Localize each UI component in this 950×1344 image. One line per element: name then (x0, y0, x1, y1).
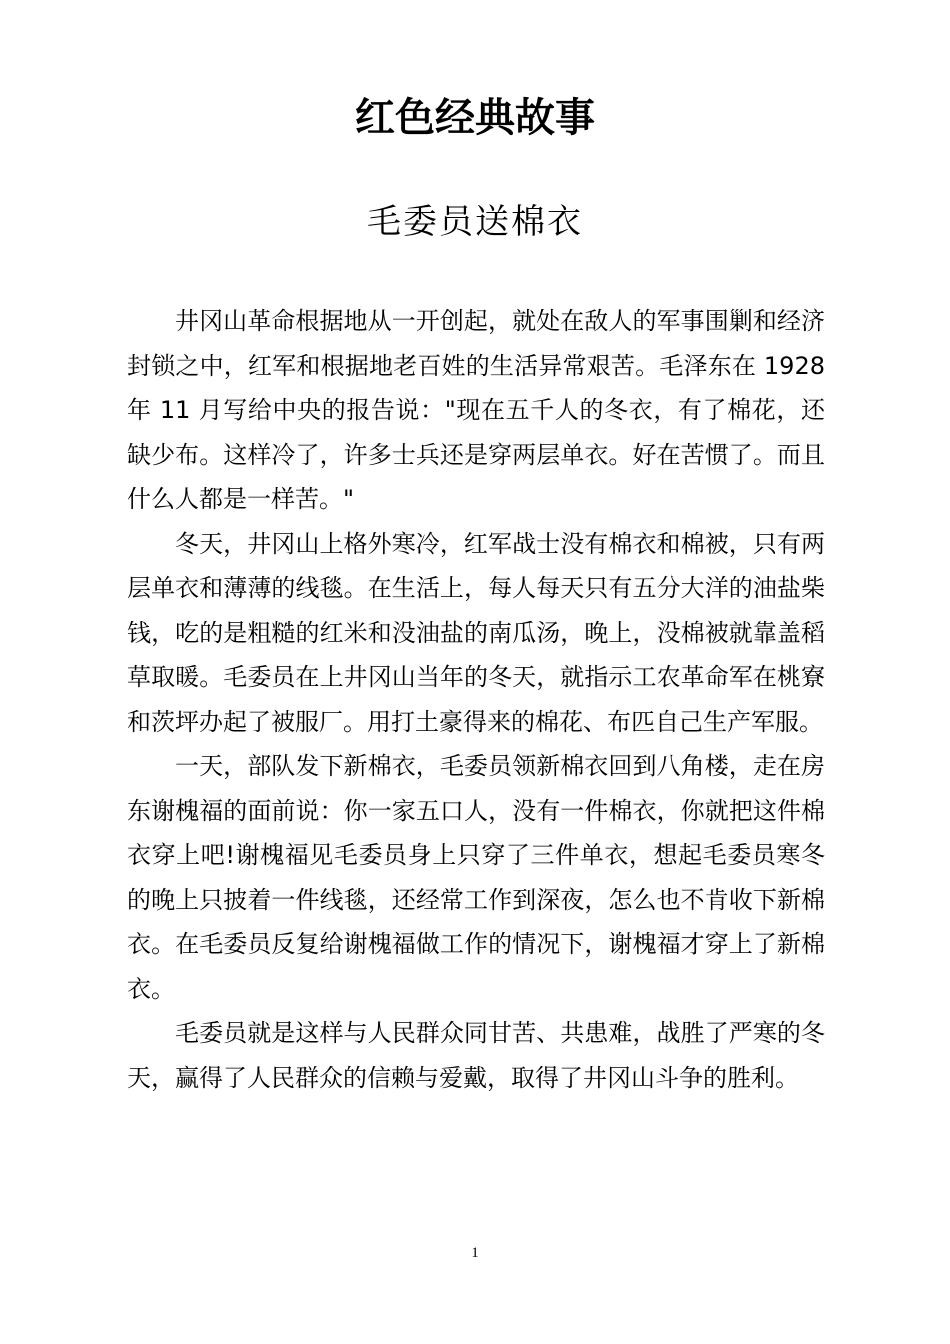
paragraph-2: 冬天，井冈山上格外寒冷，红军战士没有棉衣和棉被，只有两层单衣和薄薄的线毯。在生活上，每人每天只有五分大洋的油盐柴钱，吃的是粗糙的红米和没油盐的南瓜汤，晚上，没棉被就靠盖稻草取暖。毛委员在上井冈山当年的冬天，就指示工农革命军在桃寮和茨坪办起了被服厂。用打土豪得来的棉花、布匹自己生产军服。 (127, 529, 825, 736)
paragraph-1: 井冈山革命根据地从一开创起，就处在敌人的军事围剿和经济封锁之中，红军和根据地老百姓的生活异常艰苦。毛泽东在 1928 年 11 月写给中央的报告说："现在五千人的冬衣，有了棉花，还缺少布。这样冷了，许多士兵还是穿两层单衣。好在苦惯了。而且什么人都是一样苦。" (127, 307, 825, 513)
story-title: 毛委员送棉衣 (367, 202, 583, 242)
story-body (127, 299, 825, 1100)
document-title: 红色经典故事 (355, 95, 595, 141)
page-number: 1 (471, 1245, 479, 1261)
paragraph-3: 一天，部队发下新棉衣，毛委员领新棉衣回到八角楼，走在房东谢槐福的面前说：你一家五口人，没有一件棉衣，你就把这件棉衣穿上吧!谢槐福见毛委员身上只穿了三件单衣，想起毛委员寒冬的晚上只披着一件线毯，还经常工作到深夜，怎么也不肯收下新棉衣。在毛委员反复给谢槐福做工作的情况下，谢槐福才穿上了新棉衣。 (127, 752, 825, 1003)
paragraph-4: 毛委员就是这样与人民群众同甘苦、共患难，战胜了严寒的冬天，赢得了人民群众的信赖与爱戴，取得了井冈山斗争的胜利。 (127, 1019, 825, 1092)
